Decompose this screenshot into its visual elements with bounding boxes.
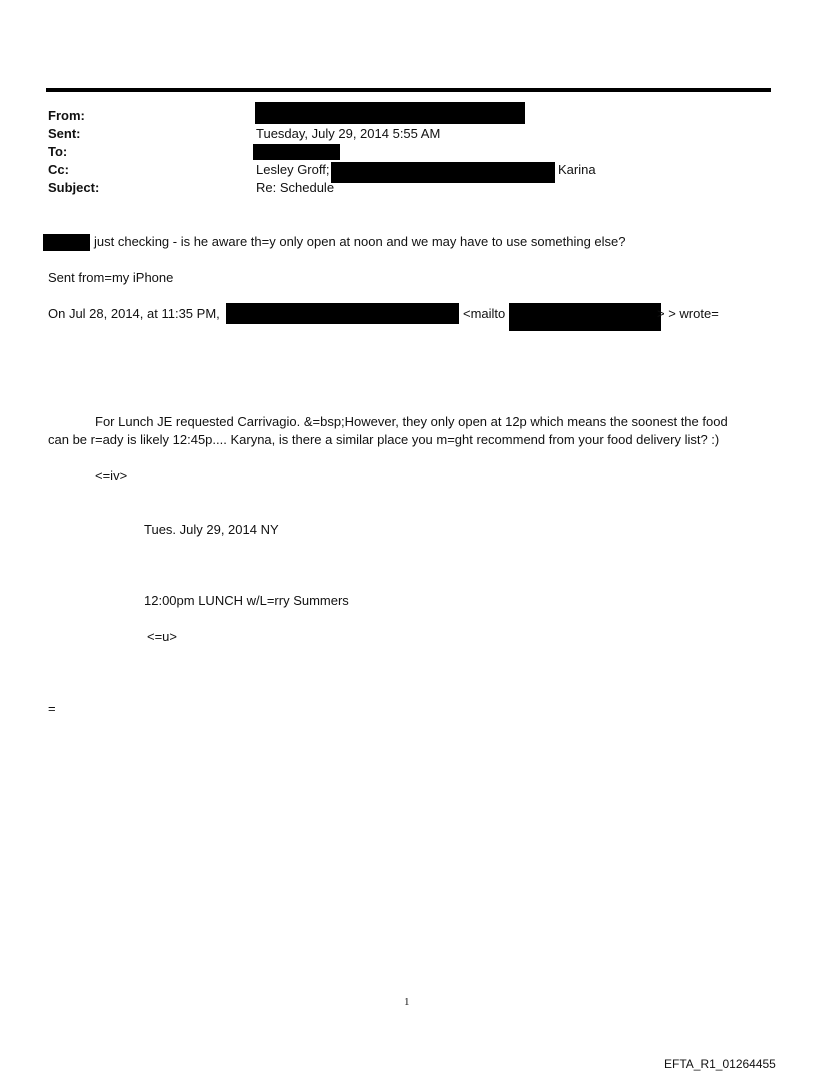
email-redaction	[509, 303, 661, 331]
document-id: EFTA_R1_01264455	[664, 1057, 776, 1071]
header-rule	[46, 88, 771, 92]
subject-label: Subject:	[48, 180, 100, 195]
sender-redaction	[226, 303, 459, 324]
sent-label: Sent:	[48, 126, 81, 141]
lunch-paragraph-line-2: can be r=ady is likely 12:45p.... Karyna, is there a similar place you m=ght recommend from your food delivery list? :)	[48, 432, 720, 447]
subject-value: Re: Schedule	[256, 180, 335, 195]
div-tag-text: <=iv>	[95, 468, 128, 483]
quote-mailto: <mailto	[463, 306, 506, 321]
reply-line: just checking - is he aware th=y only open at noon and we may have to use something else?	[94, 234, 626, 249]
schedule-lunch-item: 12:00pm LUNCH w/L=rry Summers	[144, 593, 349, 608]
from-label: From:	[48, 108, 85, 123]
page-number: 1	[404, 996, 410, 1008]
cc-name-1: Lesley Groff;	[256, 162, 330, 177]
equals-sign: =	[48, 701, 56, 716]
schedule-date: Tues. July 29, 2014 NY	[144, 522, 279, 537]
lunch-paragraph-line-1: For Lunch JE requested Carrivagio. &=bsp;However, they only open at 12p which means the soonest the food	[95, 414, 728, 429]
u-tag-text: <=u>	[147, 629, 178, 644]
from-redaction	[255, 102, 525, 124]
signature-line: Sent from=my iPhone	[48, 270, 174, 285]
quote-intro: On Jul 28, 2014, at 11:35 PM,	[48, 306, 220, 321]
to-redaction	[253, 144, 340, 160]
sent-value: Tuesday, July 29, 2014 5:55 AM	[256, 126, 441, 141]
quote-wrote: > > wrote=	[657, 306, 719, 321]
to-label: To:	[48, 144, 68, 159]
cc-redaction	[331, 162, 555, 183]
cc-name-2: Karina	[558, 162, 596, 177]
cc-label: Cc:	[48, 162, 69, 177]
recipient-redaction	[43, 234, 90, 251]
